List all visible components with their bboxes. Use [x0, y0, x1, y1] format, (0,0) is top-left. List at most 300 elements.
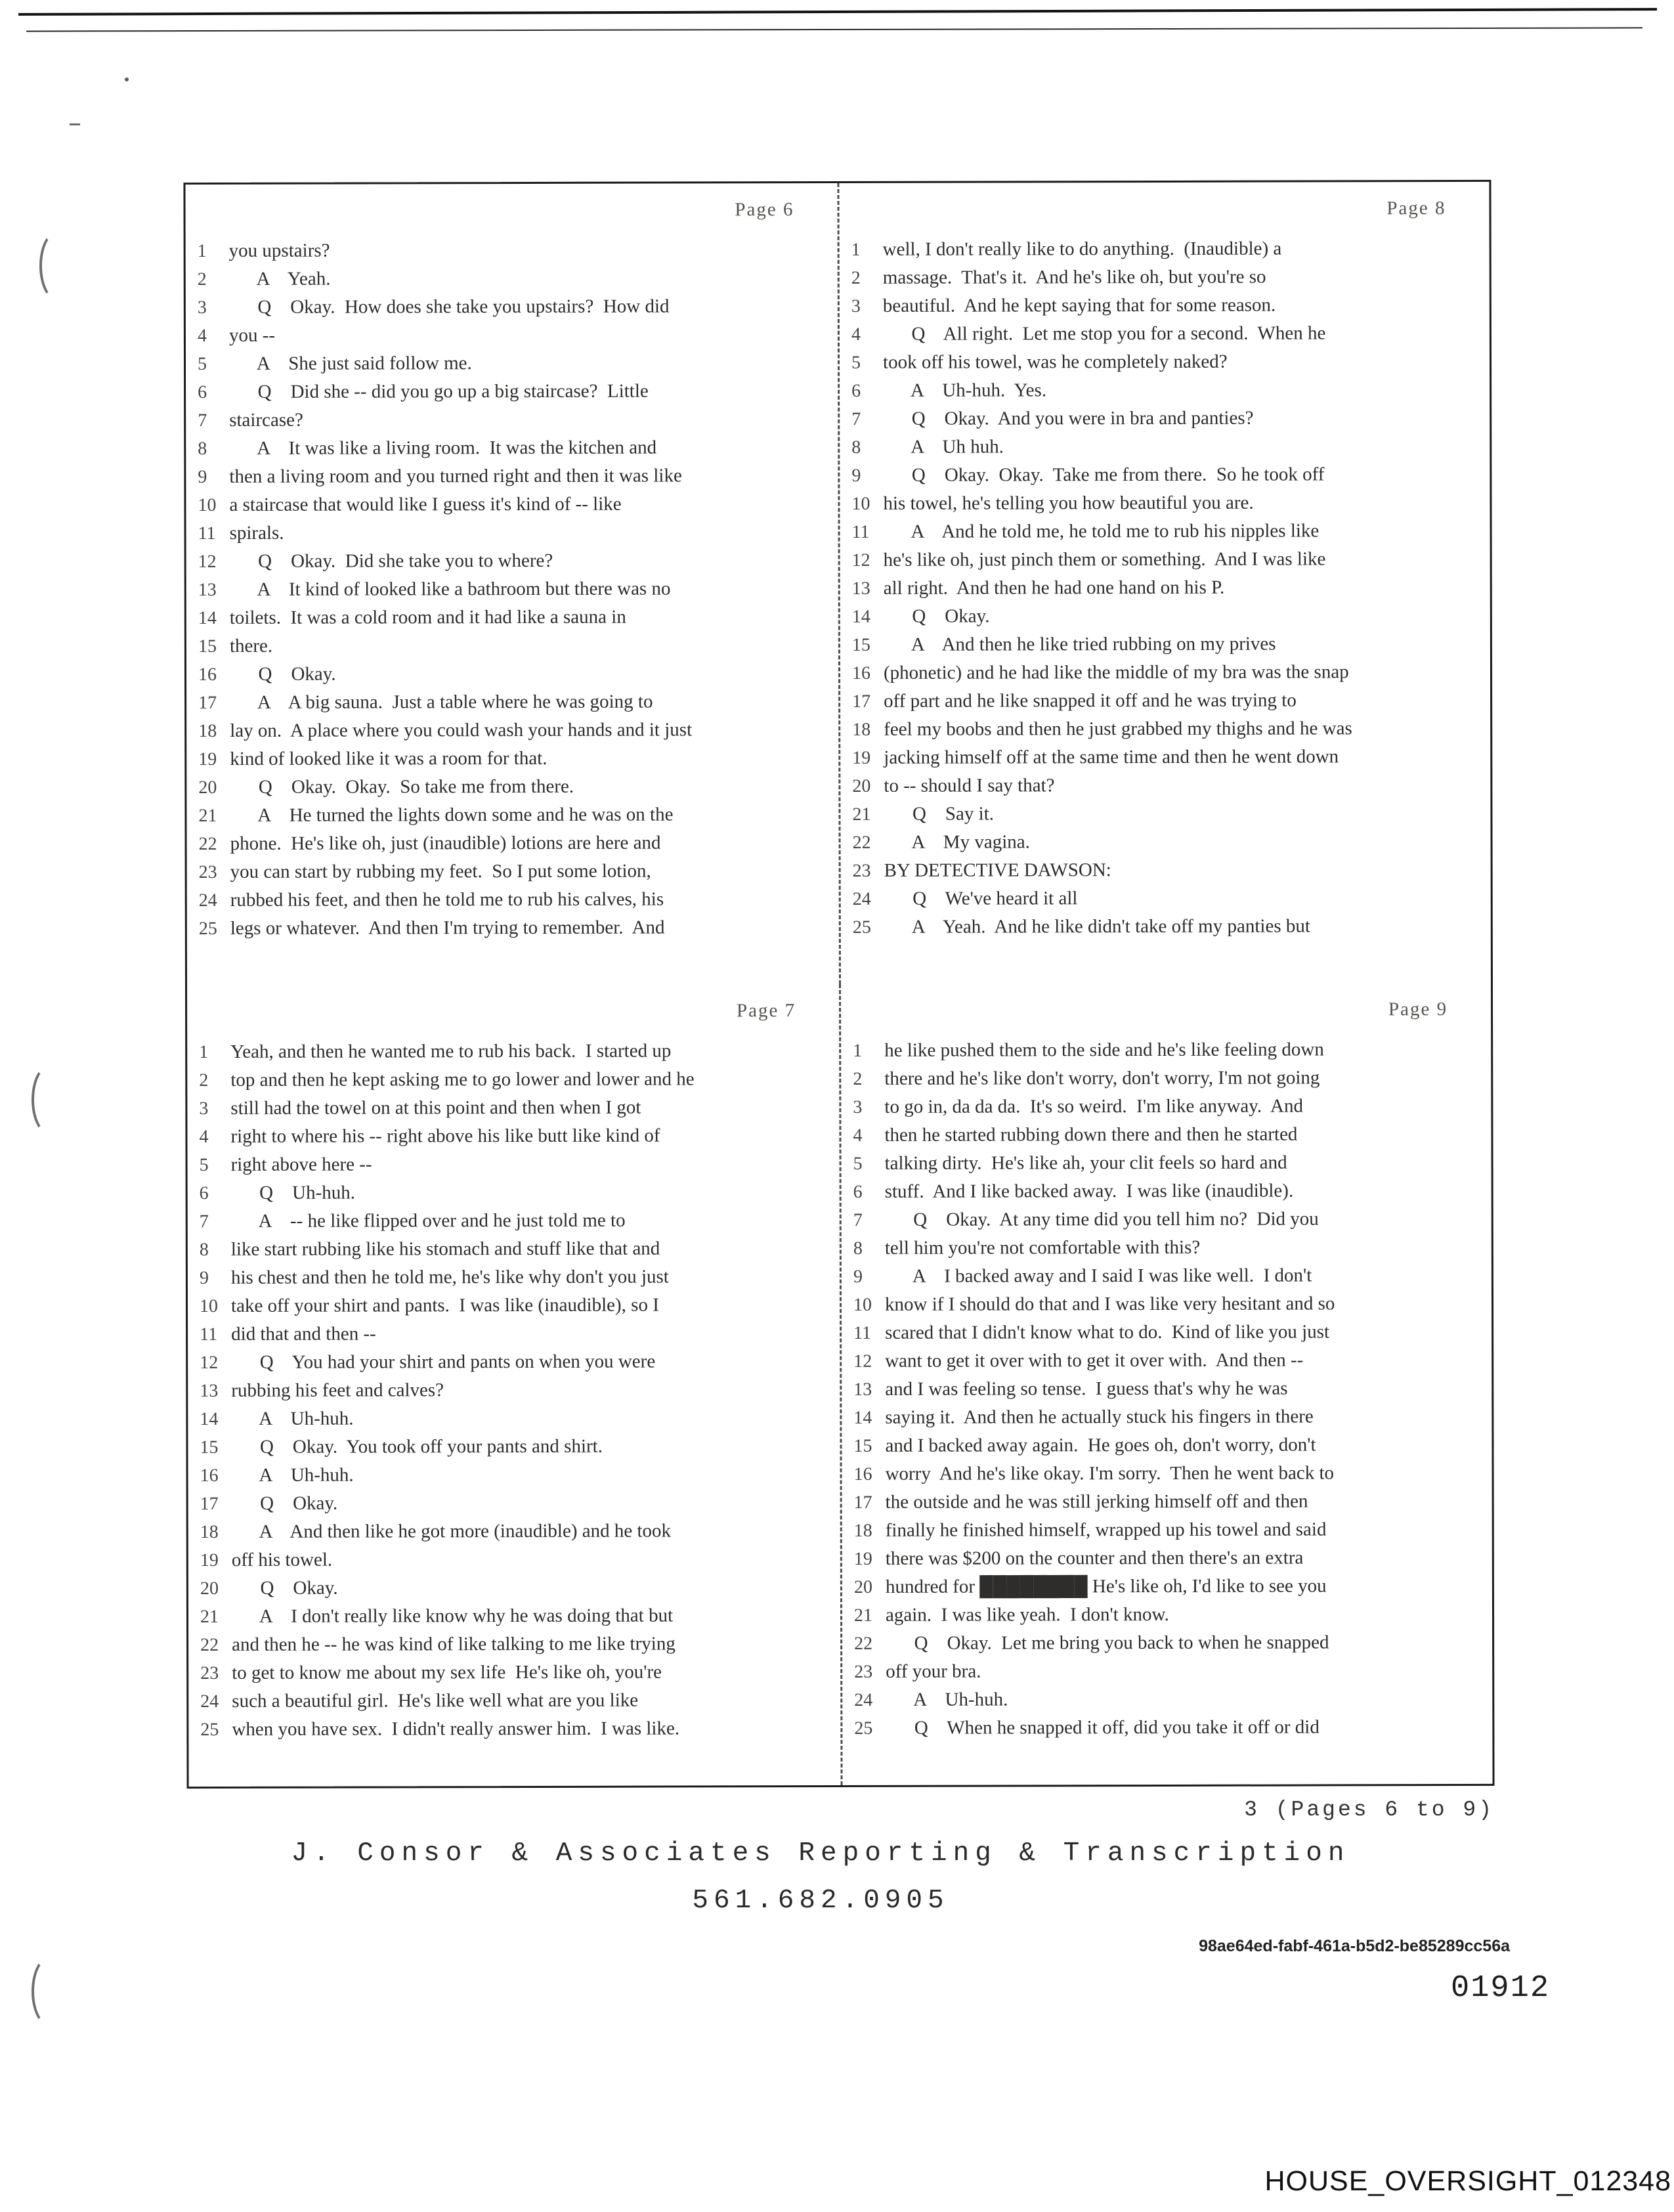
line-text: A It was like a living room. It was the kitchen and: [229, 437, 657, 459]
transcript-line: [188, 1263, 840, 1292]
line-number: 6: [853, 1181, 863, 1202]
line-text: off his towel.: [231, 1549, 333, 1571]
transcript-line: [188, 1347, 840, 1377]
line-text: there was $200 on the counter and then there's an extra: [885, 1547, 1304, 1569]
transcript-line: [188, 1178, 840, 1207]
line-number: 3: [851, 295, 861, 316]
line-text: when you have sex. I didn't really answer him. I was like.: [232, 1718, 680, 1740]
transcript-lines: [186, 236, 839, 943]
line-text: jacking himself off at the same time and then he went down: [884, 746, 1339, 768]
line-text: A And then like he got more (inaudible) and he took: [231, 1520, 672, 1542]
line-number: 17: [200, 1493, 219, 1515]
line-text: he's like oh, just pinch them or something. And I was like: [883, 548, 1326, 571]
transcript-line: [840, 573, 1490, 603]
transcript-line: [186, 518, 838, 548]
line-number: 14: [853, 1407, 872, 1428]
transcript-line: [842, 1487, 1492, 1517]
line-text: BY DETECTIVE DAWSON:: [884, 859, 1111, 881]
transcript-line: [842, 1177, 1492, 1206]
line-text: legs or whatever. And then I'm trying to remember. And: [230, 917, 665, 939]
line-text: and I backed away again. He goes oh, don't worry, don't: [885, 1434, 1316, 1456]
transcript-line: [186, 405, 838, 435]
line-text: his chest and then he told me, he's like why don't you just: [230, 1266, 669, 1288]
line-text: Q Uh-huh.: [230, 1182, 355, 1204]
line-number: 7: [851, 408, 861, 429]
line-number: 8: [853, 1238, 863, 1259]
line-text: talking dirty. He's like ah, your clit feels so hard and: [884, 1152, 1287, 1174]
line-number: 22: [854, 1633, 873, 1654]
transcript-line: [841, 1064, 1491, 1093]
line-text: stuff. And I like backed away. I was like (inaudible).: [884, 1180, 1294, 1202]
transcript-line: [840, 488, 1490, 518]
transcript-line: [842, 1346, 1492, 1376]
transcript-line: [842, 1233, 1492, 1263]
transcript-line: [186, 631, 838, 661]
line-text: off part and he like snapped it off and he was trying to: [884, 689, 1297, 712]
line-text: know if I should do that and I was like very hesitant and so: [884, 1293, 1335, 1315]
line-number: 24: [200, 1691, 219, 1712]
line-number: 10: [853, 1294, 872, 1315]
line-text: a staircase that would like I guess it's kind of -- like: [229, 493, 622, 515]
line-text: finally he finished himself, wrapped up his towel and said: [885, 1519, 1327, 1541]
page-number-label: Page 9: [1388, 999, 1448, 1020]
transcript-page-6: [185, 183, 839, 986]
line-number: 18: [198, 720, 217, 742]
line-text: Q When he snapped it off, did you take it off or did: [886, 1716, 1320, 1739]
line-number: 20: [200, 1578, 219, 1599]
line-text: take off your shirt and pants. I was like (inaudible), so I: [230, 1294, 659, 1316]
transcript-line: [840, 319, 1490, 349]
transcript-line: [841, 1092, 1491, 1121]
line-number: 13: [853, 1379, 872, 1400]
line-number: 6: [199, 1183, 209, 1204]
line-number: 23: [200, 1662, 219, 1684]
transcript-line: [186, 377, 838, 406]
line-number: 21: [198, 805, 217, 827]
transcript-line: [842, 1318, 1492, 1347]
line-text: saying it. And then he actually stuck his fingers in there: [885, 1406, 1314, 1428]
transcript-page-9: [839, 983, 1493, 1785]
line-number: 19: [198, 748, 217, 770]
scan-speck: [70, 123, 80, 125]
transcript-line: [840, 517, 1490, 546]
line-text: to get to know me about my sex life He's like oh, you're: [232, 1661, 662, 1683]
line-text: still had the towel on at this point and then when I got: [230, 1096, 641, 1119]
line-text: rubbing his feet and calves?: [231, 1379, 444, 1401]
line-text: phone. He's like oh, just (inaudible) lotions are here and: [230, 832, 661, 854]
transcript-line: [840, 545, 1490, 575]
transcript-line: [187, 1121, 839, 1151]
line-text: hundred for ████████ He's like oh, I'd like to see you: [885, 1575, 1327, 1597]
transcript-line: [842, 1431, 1492, 1460]
transcript-line: [842, 1628, 1492, 1658]
line-number: 11: [198, 523, 216, 544]
line-text: Q Okay.: [883, 605, 990, 627]
line-number: 9: [199, 1268, 209, 1289]
transcript-line: [842, 1544, 1492, 1573]
line-text: again. I was like yeah. I don't know.: [885, 1603, 1169, 1626]
transcript-line: [842, 1290, 1492, 1319]
line-text: staircase?: [229, 409, 303, 431]
line-text: took off his towel, was he completely naked?: [882, 351, 1228, 373]
transcript-line: [840, 799, 1490, 829]
transcript-line: [840, 771, 1490, 800]
line-text: Yeah, and then he wanted me to rub his back. I started up: [230, 1040, 672, 1062]
punch-hole-mark: [39, 231, 75, 301]
line-text: A She just said follow me.: [228, 353, 472, 374]
line-number: 17: [852, 691, 871, 712]
line-text: feel my boobs and then he just grabbed my thighs and he was: [884, 718, 1352, 740]
line-number: 6: [851, 380, 861, 401]
transcript-line: [188, 1517, 840, 1546]
line-number: 19: [852, 747, 871, 768]
transcript-line: [188, 1714, 840, 1744]
transcript-line: [842, 1657, 1492, 1686]
transcript-line: [186, 490, 838, 519]
line-text: did that and then --: [231, 1323, 376, 1345]
transcript-line: [842, 1261, 1492, 1291]
line-text: A Uh-huh.: [886, 1689, 1008, 1710]
transcript-line: [842, 1600, 1492, 1630]
transcript-line: [840, 376, 1490, 405]
line-text: A A big sauna. Just a table where he was going to: [230, 691, 653, 713]
line-number: 23: [198, 861, 217, 883]
transcript-line: [840, 658, 1490, 687]
line-number: 11: [851, 521, 870, 542]
line-number: 24: [854, 1689, 873, 1710]
transcript-line: [840, 263, 1490, 292]
transcript-lines: [187, 1037, 840, 1744]
bates-number: HOUSE_OVERSIGHT_012348: [1264, 2165, 1671, 2197]
transcript-line: [840, 601, 1490, 631]
transcript-line: [187, 829, 839, 858]
line-text: then he started rubbing down there and then he started: [884, 1123, 1298, 1146]
line-number: 9: [851, 465, 861, 486]
transcript-line: [188, 1432, 840, 1462]
transcript-line: [187, 1037, 839, 1066]
line-number: 25: [852, 917, 871, 938]
line-number: 21: [200, 1606, 219, 1628]
transcript-line: [840, 743, 1490, 772]
line-number: 2: [199, 1070, 209, 1091]
line-text: scared that I didn't know what to do. Kind of like you just: [885, 1321, 1330, 1343]
transcript-line: [842, 1402, 1492, 1432]
transcript-line: [842, 1685, 1492, 1714]
line-text: lay on. A place where you could wash your hands and it just: [230, 719, 693, 741]
line-number: 2: [197, 269, 207, 290]
page-number-label: Page 7: [736, 1000, 796, 1022]
line-number: 17: [198, 692, 217, 714]
line-number: 16: [200, 1465, 219, 1486]
line-text: to -- should I say that?: [884, 775, 1055, 796]
line-text: then a living room and you turned right and then it was like: [229, 465, 682, 487]
line-number: 20: [853, 1576, 872, 1597]
transcript-lines: [840, 234, 1491, 942]
line-text: Q We've heard it all: [884, 888, 1078, 909]
line-text: Q All right. Let me stop you for a second. When he: [882, 322, 1326, 345]
line-number: 10: [851, 493, 870, 514]
line-number: 16: [198, 664, 217, 685]
line-text: top and then he kept asking me to go lower and lower and he: [230, 1068, 695, 1091]
transcript-line: [186, 462, 838, 491]
line-number: 13: [198, 579, 217, 601]
line-text: Q Okay. Did she take you to where?: [229, 550, 553, 572]
line-text: right above here --: [230, 1154, 372, 1175]
line-text: and I was feeling so tense. I guess that's why he was: [885, 1377, 1288, 1400]
transcript-line: [840, 714, 1490, 744]
line-text: and then he -- he was kind of like talking to me like trying: [232, 1633, 676, 1655]
line-text: Q Okay. At any time did you tell him no? Did you: [884, 1208, 1319, 1230]
line-number: 4: [851, 324, 861, 345]
line-number: 9: [853, 1266, 863, 1287]
transcript-line: [840, 460, 1490, 490]
line-number: 13: [200, 1380, 219, 1402]
line-text: toilets. It was a cold room and it had like a sauna in: [229, 606, 626, 628]
line-text: there and he's like don't worry, don't worry, I'm not going: [884, 1067, 1320, 1089]
line-text: Q Okay.: [231, 1577, 338, 1599]
transcript-line: [186, 800, 838, 830]
line-text: A Uh-huh. Yes.: [883, 380, 1047, 401]
line-number: 25: [198, 918, 217, 940]
scan-artifact-line: [26, 27, 1642, 32]
line-text: Q Okay. Okay. Take me from there. So he took off: [883, 464, 1325, 486]
transcript-line: [186, 264, 838, 293]
transcript-line: [842, 1148, 1492, 1178]
page-number-label: Page 8: [1386, 198, 1446, 219]
line-number: 1: [197, 241, 207, 262]
transcript-line: [186, 236, 838, 265]
line-number: 10: [199, 1295, 219, 1317]
line-text: spirals.: [229, 522, 284, 544]
line-number: 3: [197, 297, 207, 318]
line-number: 20: [852, 775, 871, 796]
transcript-line: [188, 1460, 840, 1490]
transcript-line: [188, 1319, 840, 1349]
line-number: 11: [853, 1322, 872, 1343]
line-number: 18: [852, 719, 871, 740]
line-number: 13: [851, 578, 870, 599]
line-text: A -- he like flipped over and he just told me to: [230, 1209, 626, 1232]
line-number: 18: [853, 1520, 872, 1541]
line-number: 14: [200, 1408, 219, 1430]
court-reporter-name: J. Consor & Associates Reporting & Transcription: [291, 1838, 1350, 1869]
line-text: Q Okay.: [231, 1492, 338, 1514]
transcript-line: [840, 347, 1490, 377]
line-number: 17: [853, 1492, 872, 1513]
line-number: 19: [200, 1550, 219, 1571]
transcript-line: [840, 686, 1490, 716]
transcript-line: [186, 772, 838, 802]
transcript-line: [187, 1065, 839, 1095]
line-text: A And he told me, he told me to rub his nipples like: [883, 520, 1320, 542]
line-text: all right. And then he had one hand on his P.: [883, 576, 1225, 599]
line-number: 25: [200, 1719, 219, 1741]
line-text: (phonetic) and he had like the middle of my bra was the snap: [883, 661, 1349, 683]
transcript-line: [840, 404, 1490, 433]
transcript-line: [188, 1291, 840, 1320]
transcript-line: [842, 1515, 1492, 1545]
transcript-line: [186, 659, 838, 689]
line-text: such a beautiful girl. He's like well what are you like: [232, 1689, 639, 1712]
transcript-line: [186, 433, 838, 463]
transcript-line: [842, 1205, 1492, 1234]
transcript-line: [188, 1658, 840, 1687]
line-text: kind of looked like it was a room for that.: [230, 747, 547, 770]
transcript-line: [186, 546, 838, 576]
transcript-line: [188, 1404, 840, 1433]
line-text: worry And he's like okay. I'm sorry. Then he went back to: [885, 1462, 1335, 1485]
line-number: 2: [851, 267, 861, 288]
line-number: 2: [853, 1068, 863, 1089]
line-number: 5: [199, 1155, 209, 1176]
line-text: Q Say it.: [884, 803, 995, 825]
transcript-line: [842, 1459, 1492, 1488]
line-text: Q Okay. Let me bring you back to when he snapped: [886, 1632, 1329, 1654]
line-text: off your bra.: [886, 1660, 981, 1682]
line-text: A I backed away and I said I was like well. I don't: [884, 1265, 1312, 1287]
line-text: you can start by rubbing my feet. So I put some lotion,: [230, 860, 651, 882]
line-number: 11: [200, 1324, 218, 1345]
line-text: A My vagina.: [884, 831, 1030, 853]
line-text: A Uh huh.: [883, 436, 1004, 458]
transcript-line: [841, 1120, 1491, 1150]
transcript-line: [187, 885, 839, 915]
transcript-line: [188, 1234, 840, 1264]
line-number: 12: [853, 1351, 872, 1372]
line-text: A And then he like tried rubbing on my prives: [883, 633, 1276, 655]
page-range-label: 3 (Pages 6 to 9): [1244, 1798, 1494, 1822]
line-text: A Uh-huh.: [231, 1408, 354, 1429]
line-number: 25: [854, 1718, 873, 1739]
line-text: A Yeah. And he like didn't take off my panties but: [884, 915, 1310, 938]
transcript-line: [840, 291, 1490, 320]
line-text: his towel, he's telling you how beautiful you are.: [883, 492, 1254, 514]
transcript-line: [842, 1572, 1492, 1601]
line-number: 3: [853, 1096, 863, 1117]
line-text: there.: [229, 635, 273, 657]
line-number: 5: [853, 1153, 863, 1174]
transcript-line: [187, 1093, 839, 1123]
transcript-line: [186, 687, 838, 717]
line-number: 22: [200, 1634, 219, 1656]
line-text: rubbed his feet, and then he told me to rub his calves, his: [230, 888, 664, 911]
document-id: 98ae64ed-fabf-461a-b5d2-be85289cc56a: [1199, 1937, 1510, 1955]
line-text: A Yeah.: [228, 268, 331, 290]
transcript-line: [188, 1150, 840, 1179]
transcript-line: [840, 432, 1490, 462]
transcript-line: [188, 1488, 840, 1518]
line-number: 4: [853, 1125, 863, 1146]
line-number: 6: [198, 382, 207, 403]
line-number: 12: [200, 1352, 219, 1374]
line-text: Q Did she -- did you go up a big staircase? Little: [229, 380, 649, 402]
line-number: 3: [199, 1098, 209, 1119]
transcript-line: [842, 1374, 1492, 1404]
line-number: 24: [852, 888, 871, 909]
line-text: the outside and he was still jerking himself off and then: [885, 1490, 1308, 1513]
stamp-number: 01912: [1451, 1971, 1551, 2006]
line-number: 16: [853, 1464, 872, 1485]
line-number: 22: [852, 832, 871, 853]
transcript-line: [188, 1573, 840, 1603]
punch-hole-mark: [32, 1065, 67, 1135]
line-number: 7: [853, 1209, 863, 1230]
court-reporter-phone: 561.682.0905: [692, 1886, 949, 1916]
line-text: A He turned the lights down some and he was on the: [230, 804, 674, 826]
line-text: A It kind of looked like a bathroom but there was no: [229, 578, 671, 600]
line-number: 14: [851, 606, 870, 627]
line-number: 5: [851, 352, 861, 373]
transcript-line: [188, 1630, 840, 1659]
line-text: Q Okay.: [229, 663, 336, 685]
line-number: 23: [854, 1661, 873, 1682]
transcript-line: [840, 630, 1490, 659]
line-number: 18: [200, 1521, 219, 1543]
line-number: 12: [851, 550, 870, 571]
transcript-page-7: [187, 984, 841, 1787]
transcript-line: [841, 856, 1491, 885]
line-number: 21: [852, 804, 871, 825]
line-number: 7: [198, 410, 207, 431]
transcript-line: [186, 292, 838, 322]
line-number: 7: [199, 1211, 209, 1232]
line-number: 8: [198, 439, 207, 460]
transcript-line: [841, 827, 1491, 857]
line-number: 14: [198, 607, 217, 629]
line-text: massage. That's it. And he's like oh, but you're so: [882, 266, 1266, 288]
transcript-line: [187, 913, 839, 943]
line-number: 8: [199, 1240, 209, 1261]
line-number: 15: [853, 1435, 872, 1456]
line-number: 12: [198, 551, 217, 573]
line-text: tell him you're not comfortable with this?: [884, 1236, 1201, 1259]
line-number: 1: [853, 1040, 863, 1061]
line-text: beautiful. And he kept saying that for some reason.: [882, 294, 1276, 316]
line-text: want to get it over with to get it over with. And then --: [885, 1349, 1304, 1372]
transcript-line: [186, 716, 838, 745]
punch-hole-mark: [32, 1957, 67, 2026]
line-text: you upstairs?: [228, 240, 330, 261]
line-text: Q Okay. You took off your pants and shirt.: [231, 1435, 603, 1458]
line-text: to go in, da da da. It's so weird. I'm like anyway. And: [884, 1095, 1304, 1117]
line-text: Q Okay. Okay. So take me from there.: [230, 775, 574, 798]
transcript-line: [186, 744, 838, 773]
line-text: Q Okay. And you were in bra and panties?: [883, 407, 1254, 429]
line-text: Q You had your shirt and pants on when you were: [231, 1351, 656, 1373]
line-number: 1: [199, 1042, 209, 1063]
line-number: 1: [851, 239, 861, 260]
transcript-line: [841, 884, 1491, 913]
transcript-line: [188, 1376, 840, 1405]
line-number: 22: [198, 833, 217, 855]
line-number: 10: [198, 494, 217, 516]
transcript-line: [186, 575, 838, 604]
line-text: he like pushed them to the side and he's like feeling down: [884, 1039, 1324, 1061]
transcript-line: [188, 1601, 840, 1631]
scan-artifact-line: [18, 8, 1657, 16]
line-number: 9: [198, 467, 207, 488]
line-number: 20: [198, 777, 217, 798]
line-number: 5: [197, 354, 207, 375]
line-text: A Uh-huh.: [231, 1464, 354, 1486]
line-text: well, I don't really like to do anything. (Inaudible) a: [882, 238, 1282, 260]
line-number: 15: [200, 1437, 219, 1458]
line-number: 23: [852, 860, 871, 881]
line-number: 15: [851, 634, 870, 655]
line-text: Q Okay. How does she take you upstairs? How did: [228, 295, 670, 318]
transcript-line: [187, 857, 839, 886]
line-text: like start rubbing like his stomach and stuff like that and: [230, 1238, 660, 1260]
